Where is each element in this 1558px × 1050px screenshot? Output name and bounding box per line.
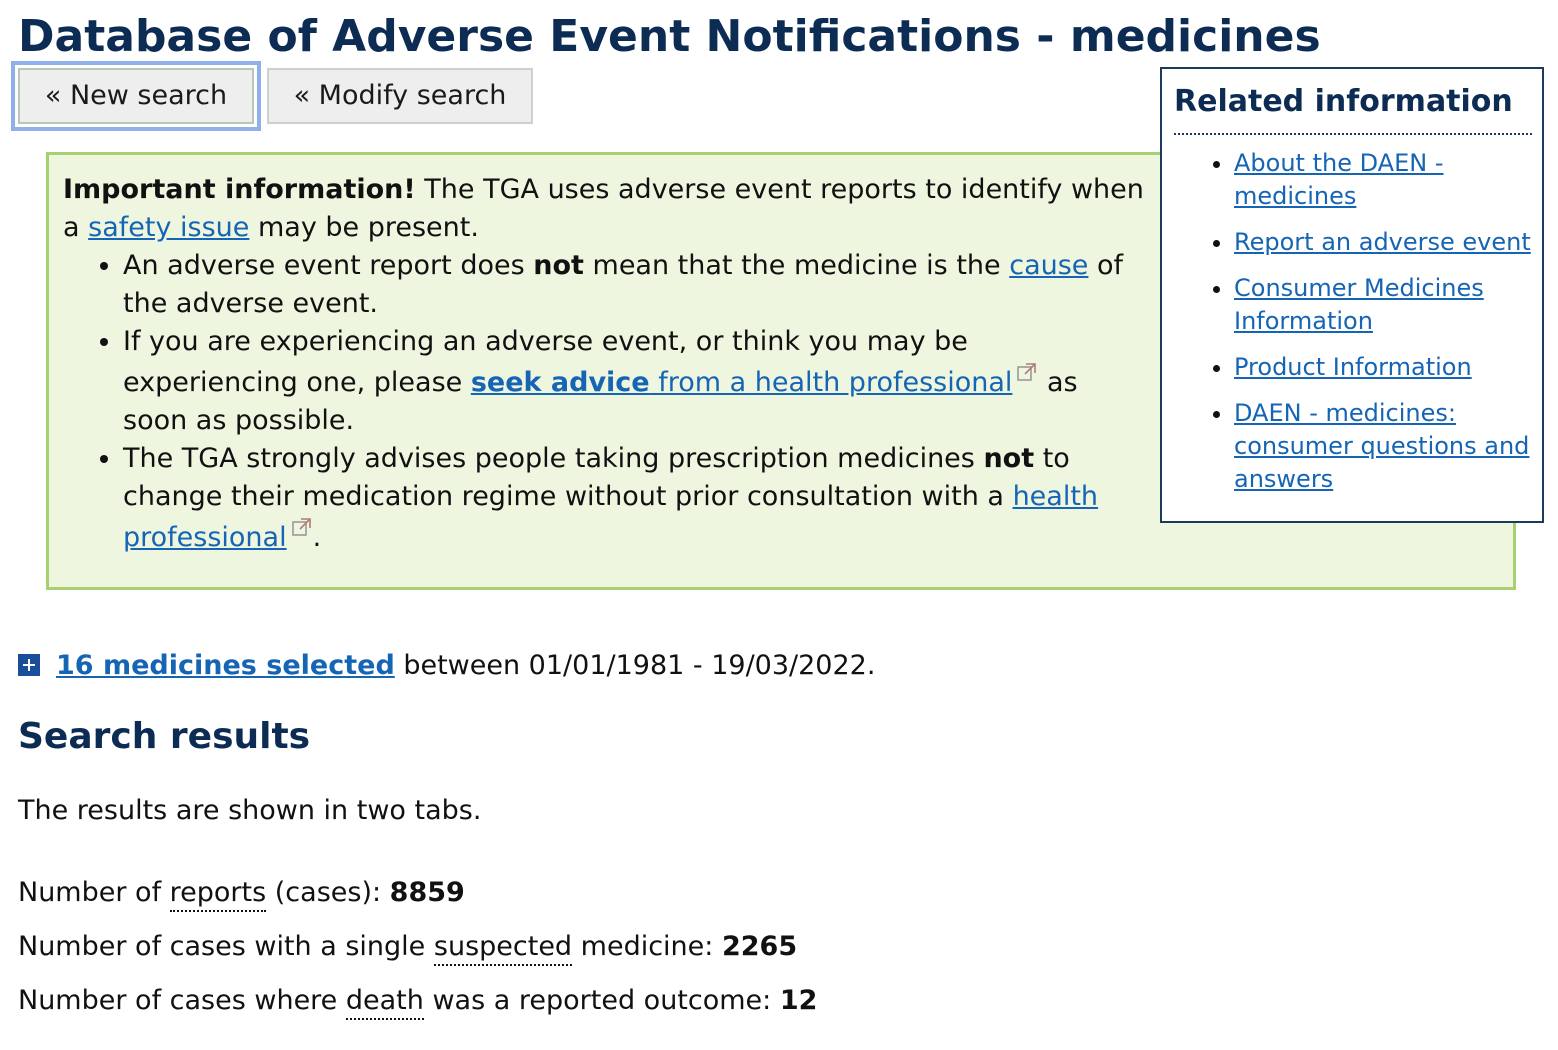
selected-medicines-summary xyxy=(18,646,875,686)
reports-term[interactable]: reports xyxy=(170,877,267,912)
stat-death-outcome xyxy=(18,981,817,1021)
health-professional-link[interactable]: health professional xyxy=(123,481,1099,553)
external-link-icon xyxy=(1016,361,1038,383)
stat-label: medicine: xyxy=(572,931,722,962)
modify-search-button[interactable]: « Modify search xyxy=(267,68,533,124)
report-adverse-event-link[interactable]: Report an adverse event xyxy=(1234,228,1531,256)
external-link-icon xyxy=(291,516,313,538)
stat-reports xyxy=(18,873,465,913)
bullet-text: as soon as possible. xyxy=(123,367,1078,436)
expand-plus-icon[interactable] xyxy=(18,654,40,676)
bullet-text: mean that the medicine is the xyxy=(583,250,1010,281)
stat-label: was a reported outcome: xyxy=(423,985,780,1016)
related-item xyxy=(1234,226,1534,259)
important-heading: Important information! xyxy=(63,174,416,205)
reports-count: 8859 xyxy=(389,877,465,908)
seek-advice-link-bold: seek advice xyxy=(470,367,650,398)
cause-link[interactable]: cause xyxy=(1009,250,1089,281)
important-intro xyxy=(63,171,1145,247)
bullet-text: . xyxy=(312,522,322,553)
bullet-emphasis: not xyxy=(533,250,584,281)
important-bullets xyxy=(63,247,1145,557)
stat-label: Number of xyxy=(18,877,170,908)
important-information-content xyxy=(63,171,1145,557)
related-information-heading: Related information xyxy=(1174,83,1532,135)
bullet-text: to change their medication regime without prior consultation with a xyxy=(123,443,1070,512)
related-information-panel xyxy=(1160,67,1544,523)
product-information-link[interactable]: Product Information xyxy=(1234,353,1472,381)
important-intro-text: The TGA uses adverse event reports to identify when a xyxy=(63,174,1144,243)
results-note: The results are shown in two tabs. xyxy=(18,795,482,826)
stat-label: Number of cases where xyxy=(18,985,346,1016)
bullet-emphasis: not xyxy=(983,443,1035,474)
seek-advice-link[interactable] xyxy=(471,367,1013,398)
bullet-text: The TGA strongly advises people taking prescription medicines xyxy=(123,443,984,474)
related-item xyxy=(1234,272,1534,338)
stat-single-suspected xyxy=(18,927,797,967)
new-search-button[interactable]: « New search xyxy=(18,68,254,124)
stat-label: (cases): xyxy=(266,877,390,908)
page-title: Database of Adverse Event Notifications - medicines xyxy=(18,11,1321,62)
consumer-qa-link[interactable]: DAEN - medicines: consumer questions and answers xyxy=(1234,399,1530,493)
consumer-medicines-information-link[interactable]: Consumer Medicines Information xyxy=(1234,274,1484,335)
related-information-list xyxy=(1162,147,1534,509)
medicines-selected-link[interactable]: 16 medicines selected xyxy=(56,650,395,681)
search-results-heading: Search results xyxy=(18,716,311,757)
about-daen-link[interactable]: About the DAEN - medicines xyxy=(1234,149,1444,210)
single-suspected-count: 2265 xyxy=(721,931,798,962)
related-item xyxy=(1234,147,1534,213)
seek-advice-link-rest: from a health professional xyxy=(649,367,1013,398)
suspected-term[interactable]: suspected xyxy=(434,931,572,966)
important-intro-text-end: may be present. xyxy=(249,212,479,243)
important-bullet-2 xyxy=(123,323,1145,440)
related-item xyxy=(1234,351,1534,384)
stat-label: Number of cases with a single xyxy=(18,931,434,962)
bullet-text: of the adverse event. xyxy=(123,250,1124,319)
safety-issue-link[interactable]: safety issue xyxy=(88,212,250,243)
important-bullet-3 xyxy=(123,440,1145,557)
death-term[interactable]: death xyxy=(346,985,424,1020)
bullet-text: An adverse event report does xyxy=(123,250,534,281)
death-count: 12 xyxy=(779,985,818,1016)
date-range-text: between 01/01/1981 - 19/03/2022. xyxy=(394,650,876,681)
bullet-text: If you are experiencing an adverse event, or think you may be experiencing one, please xyxy=(123,326,968,398)
important-bullet-1 xyxy=(123,247,1145,323)
related-item xyxy=(1234,397,1534,496)
